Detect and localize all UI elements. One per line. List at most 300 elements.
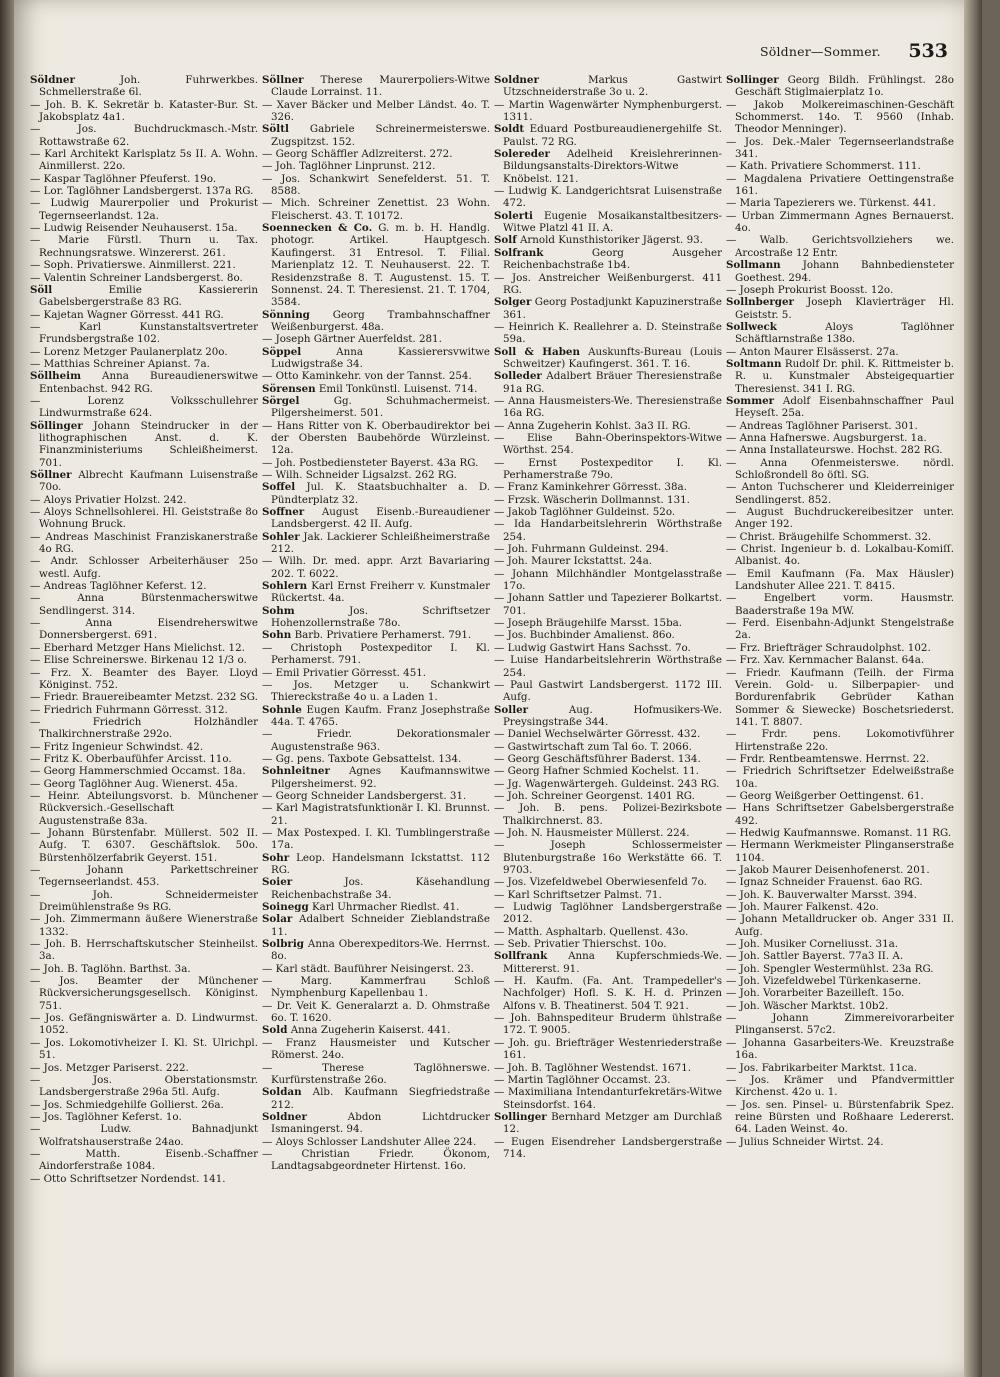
directory-entry (494, 679, 722, 704)
directory-entry (30, 1111, 258, 1123)
entry-text: — Magdalena Privatiere Oettingenstraße 161. (726, 172, 954, 198)
surname-heading: Soffel (262, 481, 296, 494)
directory-entry (494, 555, 722, 567)
directory-entry (726, 839, 954, 864)
directory-entry (494, 741, 722, 753)
directory-entry (30, 346, 258, 358)
directory-entry (30, 272, 258, 284)
surname-heading: Soll & Haben (494, 345, 580, 358)
entry-text: — Joh. Fuhrmann Guldeinst. 294. (494, 543, 669, 556)
surname-heading: Solger (494, 296, 532, 309)
directory-entry (494, 778, 722, 790)
directory-entry (262, 420, 490, 457)
running-title: Söldner—Sommer. (760, 44, 881, 59)
entry-text: — Karl städt. Bauführer Neisingerst. 23. (262, 962, 474, 975)
entry-text: — Johann Zimmereivorarbeiter Plinganserst. 57c2. (726, 1012, 954, 1037)
entry-text: Eduard Postbureaudienergehilfe St. Paulst. 72 RG. (503, 123, 722, 148)
surname-heading: Soier (262, 876, 293, 889)
directory-entry (726, 642, 954, 654)
entry-text: — Anna Installateurswe. Hochst. 282 RG. (726, 444, 943, 457)
column-4 (726, 74, 954, 1374)
entry-text: — Joh. Wäscher Marktst. 10b2. (726, 999, 889, 1012)
entry-text: — Joh. K. Bauverwalter Marsst. 394. (726, 888, 917, 901)
directory-entry (726, 901, 954, 913)
entry-text: — Karl Kunstanstaltsvertreter Frundsbergstraße 102. (30, 320, 258, 346)
directory-entry (262, 1136, 490, 1148)
entry-text: — Walb. Gerichtsvollziehers we. Arcostraße 12 Entr. (726, 234, 954, 259)
entry-text: Georg Trambahnschaffner Weißenburgerst. 48a. (271, 308, 490, 333)
directory-entry (726, 568, 954, 593)
entry-text: Aloys Taglöhner Schäftlarnstraße 138o. (735, 320, 954, 346)
directory-entry (262, 395, 490, 420)
surname-heading: Söldner (30, 74, 75, 86)
entry-text: — Matthias Schreiner Apianst. 7a. (30, 357, 210, 370)
entry-text: — Jos. Anstreicher Weißenburgerst. 411 RG. (494, 271, 722, 296)
directory-entry (494, 99, 722, 124)
entry-text: — Joh. Maurer Falkenst. 42o. (726, 901, 879, 914)
directory-entry (494, 432, 722, 457)
directory-entry (30, 1123, 258, 1148)
surname-heading: Sommer (726, 394, 775, 407)
directory-entry (494, 654, 722, 679)
directory-entry (494, 1074, 722, 1086)
surname-heading: Soldt (494, 123, 525, 136)
entry-text: — Gg. pens. Taxbote Gebsattelst. 134. (262, 752, 462, 765)
directory-entry (30, 1173, 258, 1185)
entry-text: Gabriele Schreinermeisterswe. Zugspitzst. 152. (271, 123, 490, 148)
directory-entry (262, 333, 490, 345)
entry-text: Eugen Kaufm. Franz Josephstraße 44a. T. 4765. (271, 703, 490, 728)
directory-entry (726, 864, 954, 876)
directory-entry (494, 975, 722, 1012)
entry-text: — Joh. Vizefeldwebel Türkenkaserne. (726, 975, 922, 988)
entry-text: — Jos. Schmiedgehilfe Gollierst. 26a. (30, 1098, 224, 1111)
surname-heading: Sohlern (262, 580, 308, 593)
entry-text: — Otto Schriftsetzer Nordendst. 141. (30, 1172, 226, 1185)
surname-heading: Söllner (262, 74, 304, 86)
directory-entry (30, 1062, 258, 1074)
entry-text: — Friedrich Schriftsetzer Edelweißstraße 10a. (726, 765, 954, 790)
entry-text: — Maria Tapezierers we. Türkenst. 441. (726, 197, 936, 210)
entry-text: — Joh. B. Taglöhner Westendst. 1671. (494, 1061, 692, 1074)
entry-text: — Ludwig Taglöhner Landsbergerstraße 2012. (494, 901, 722, 926)
entry-text: — Xaver Bäcker und Melber Ländst. 4o. T. 326. (262, 98, 490, 124)
entry-text: — Jos. Beamter der Münchener Rückversicherungsgesellsch. Königinst. 751. (30, 975, 258, 1012)
entry-text: Anna Kassierersvwitwe Ludwigstraße 34. (271, 345, 490, 370)
surname-heading: Sörensen (262, 382, 316, 395)
entry-text: — Joseph Schlossermeister Blutenburgstraße 16o Werkstätte 66. T. 9703. (494, 839, 722, 876)
entry-text: — Ludwig Maurerpolier und Prokurist Tegernseerlandst. 12a. (30, 197, 258, 222)
entry-text: — Georg Geschäftsführer Baderst. 134. (494, 752, 701, 765)
directory-entry (30, 691, 258, 703)
directory-entry (262, 901, 490, 913)
directory-entry (726, 1012, 954, 1037)
entry-text: Johann Steindrucker in der lithographischen Anst. d. K. Finanzministeriums Schleißheimerst. 701. (39, 419, 258, 469)
entry-text: — August Buchdruckereibesitzer unter. Anger 192. (726, 506, 954, 531)
directory-entry (494, 234, 722, 246)
directory-entry (262, 160, 490, 172)
entry-text: — Frz. Briefträger Schraudolphst. 102. (726, 641, 931, 654)
entry-text: — Jos. Vizefeldwebel Oberwiesenfeld 7o. (494, 876, 707, 889)
entry-text: — Gastwirtschaft zum Tal 6o. T. 2066. (494, 740, 692, 753)
surname-heading: Solf (494, 234, 517, 247)
directory-entry (262, 938, 490, 963)
entry-text: — Jos. Oberstationsmstr. Landsbergerstraße 296a 5tl. Aufg. (30, 1073, 258, 1099)
directory-entry (494, 592, 722, 617)
entry-text: — Frz. Xav. Kernmacher Balanst. 64a. (726, 654, 925, 667)
entry-text: — Hermann Werkmeister Plinganserstraße 1104. (726, 839, 954, 864)
directory-entry (494, 568, 722, 593)
entry-text: — Joh. Musiker Corneliusst. 31a. (726, 938, 899, 951)
entry-text: — Joh. Schneidermeister Dreimühlenstraße 9s RG. (30, 888, 258, 914)
directory-entry (494, 889, 722, 901)
entry-text: — Jos. Lokomotivheizer I. Kl. St. Ulrichpl. 51. (30, 1036, 258, 1062)
directory-entry (726, 444, 954, 456)
directory-entry (262, 827, 490, 852)
entry-text: — Matth. Asphaltarb. Quellenst. 43o. (494, 925, 689, 938)
entry-text: Abdon Lichtdrucker Ismaningerst. 94. (271, 1110, 490, 1136)
entry-text: — Christ. Ingenieur b. d. Lokalbau-Komiſſ. Albanist. 4o. (726, 543, 954, 568)
entry-text: — Jg. Wagenwärtergeh. Guldeinst. 243 RG. (494, 777, 720, 790)
directory-entry (494, 1037, 722, 1062)
entry-text: — Heinr. Abteilungsvorst. b. Münchener Rückversich.-Gesellschaft Augustenstraße 83a. (30, 789, 258, 827)
directory-entry (262, 876, 490, 901)
entry-text: — Joh. Zimmermann äußere Wienerstraße 1332. (30, 913, 258, 938)
directory-entry (726, 432, 954, 444)
directory-entry (262, 346, 490, 371)
directory-entry (262, 790, 490, 802)
directory-entry (262, 605, 490, 630)
directory-entry (262, 1148, 490, 1173)
directory-entry (30, 494, 258, 506)
entry-text: — Aloys Schlosser Landshuter Allee 224. (262, 1135, 477, 1148)
directory-entry (30, 913, 258, 938)
directory-entry (494, 790, 722, 802)
entry-text: — Franz Kaminkehrer Görresst. 38a. (494, 481, 687, 494)
directory-entry (494, 1086, 722, 1111)
directory-entry (726, 667, 954, 729)
entry-text: — Dr. Veit K. Generalarzt a. D. Ohmstraße 6o. T. 1620. (262, 999, 490, 1025)
entry-text: — Maximiliana Intendanturfekretärs-Witwe Steinsdorfst. 164. (494, 1086, 722, 1111)
directory-entry (726, 938, 954, 950)
entry-text: Joh. Fuhrwerkbes. Schmellerstraße 6l. (39, 74, 258, 99)
surname-heading: Sohr (262, 851, 290, 864)
entry-text: — Emil Privatier Görresst. 451. (262, 666, 427, 679)
directory-entry (726, 592, 954, 617)
entry-text: — Lorenz Metzger Paulanerplatz 20o. (30, 345, 228, 358)
entry-text: — Jos. Metzger Pariserst. 222. (30, 1061, 189, 1074)
entry-text: — Julius Schneider Wirtst. 24. (726, 1135, 884, 1148)
directory-entry (494, 395, 722, 420)
entry-text: — Ernst Postexpeditor I. Kl. Perhamerstraße 79o. (494, 456, 722, 481)
entry-text: — Karl Schriftsetzer Palmst. 71. (494, 888, 662, 901)
entry-text: Arnold Kunsthistoriker Jägerst. 93. (519, 234, 703, 247)
directory-entry (494, 296, 722, 321)
directory-entry (494, 802, 722, 827)
entry-text: Joseph Klavierträger Hl. Geiststr. 5. (735, 296, 954, 321)
entry-text: — Georg Schneider Landsbergerst. 31. (262, 789, 467, 802)
directory-entry (726, 913, 954, 938)
surname-heading: Soldner (262, 1110, 307, 1123)
directory-entry (30, 642, 258, 654)
directory-entry (726, 753, 954, 765)
directory-entry (30, 259, 258, 271)
entry-text: — Ignaz Schneider Frauenst. 6ao RG. (726, 876, 923, 889)
directory-entry (30, 580, 258, 592)
entry-text: Jul. K. Staatsbuchhalter a. D. Pündterplatz 32. (271, 481, 490, 506)
entry-text: Aug. Hofmusikers-We. Preysingstraße 344. (503, 703, 722, 728)
entry-text: Jak. Lackierer Schleißheimerstraße 212. (271, 530, 490, 556)
directory-entry (30, 309, 258, 321)
directory-entry (30, 617, 258, 642)
directory-entry (30, 790, 258, 827)
directory-entry (262, 148, 490, 160)
surname-heading: Soffner (262, 506, 305, 519)
surname-heading: Solbrig (262, 938, 304, 951)
directory-entry (30, 555, 258, 580)
surname-heading: Sohnleitner (262, 765, 330, 778)
directory-entry (262, 531, 490, 556)
entry-text: Auskunfts-Bureau (Louis Schweitzer) Kaufingerst. 361. T. 16. (503, 345, 722, 370)
directory-entry (30, 827, 258, 864)
directory-entry (726, 802, 954, 827)
directory-entry (726, 1099, 954, 1136)
entry-text: — Joh. Bahnspediteur Bruderm ühlstraße 172. T. 9005. (494, 1012, 722, 1037)
directory-entry (262, 383, 490, 395)
entry-text: — Elise Bahn-Oberinspektors-Witwe Wörthst. 254. (494, 431, 722, 457)
directory-entry (494, 642, 722, 654)
entry-text: Anna Zugeherin Kaiserst. 441. (290, 1024, 451, 1037)
entry-text: — Eugen Eisendreher Landsbergerstraße 714. (494, 1135, 722, 1160)
directory-entry (726, 1062, 954, 1074)
surname-heading: Sörgel (262, 394, 300, 407)
directory-entry (30, 358, 258, 370)
directory-entry (262, 704, 490, 729)
directory-entry (726, 160, 954, 172)
surname-heading: Sohm (262, 604, 295, 617)
directory-entry (494, 765, 722, 777)
surname-heading: Soennecken & Co. (262, 222, 373, 235)
entry-text: — Soph. Privatierswe. Ainmillerst. 221. (30, 259, 236, 272)
directory-entry (726, 654, 954, 666)
directory-entry (30, 753, 258, 765)
directory-entry (30, 778, 258, 790)
directory-entry (30, 889, 258, 914)
entry-text: — Joh. B. pens. Polizei-Bezirksbote Thalkirchnerst. 83. (494, 802, 722, 827)
directory-entry (30, 234, 258, 259)
entry-text: — Andr. Schlosser Arbeiterhäuser 25o westl. Aufg. (30, 555, 258, 580)
directory-entry (726, 481, 954, 506)
entry-text: — Jos. Schankwirt Senefelderst. 51. T. 8588. (262, 172, 490, 198)
entry-text: Georg Bildh. Frühlingst. 28o Geschäft Stiglmaierplatz 1o. (735, 74, 954, 99)
directory-entry (726, 975, 954, 987)
entry-text: — Johann Metalldrucker ob. Anger 331 II. Aufg. (726, 913, 954, 938)
directory-entry (494, 481, 722, 493)
directory-entry (726, 99, 954, 136)
book-binding-edge (0, 0, 14, 1377)
surname-heading: Soldan (262, 1086, 302, 1099)
page-edge-shadow (964, 0, 982, 1377)
directory-entry (494, 185, 722, 210)
directory-entry (262, 852, 490, 877)
entry-text: — Joseph Bräugehilfe Marsst. 15ba. (494, 617, 683, 630)
directory-entry (494, 247, 722, 272)
entry-text: — Christoph Postexpeditor I. Kl. Perhamerst. 791. (262, 641, 490, 667)
entry-text: — Engelbert vorm. Hausmstr. Baaderstraße 19a MW. (726, 592, 954, 617)
directory-entry (494, 494, 722, 506)
directory-entry (262, 802, 490, 827)
directory-entry (726, 296, 954, 321)
directory-entry (30, 1148, 258, 1173)
surname-heading: Sollnberger (726, 296, 794, 309)
directory-entry (30, 975, 258, 1012)
entry-text: Barb. Privatiere Perhamerst. 791. (294, 629, 472, 642)
directory-entry (726, 728, 954, 753)
surname-heading: Solerti (494, 209, 533, 222)
directory-entry (494, 839, 722, 876)
entry-text: — Johann Bürstenfabr. Müllerst. 502 II. Aufg. T. 6307. Geschäftslok. 50o. Bürstenhölzerfabrik Geyerst. 151. (30, 826, 258, 864)
entry-text: Georg Ausgeher Reichenbachstraße 1b4. (503, 246, 722, 272)
entry-text: Jos. Schriftsetzer Hohenzollernstraße 78o. (271, 604, 490, 630)
directory-entry (30, 395, 258, 420)
directory-entry (726, 395, 954, 420)
entry-text: — Marie Fürstl. Thurn u. Tax. Rechnungsratswe. Winzererst. 261. (30, 234, 258, 259)
directory-entry (494, 518, 722, 543)
entry-text: — Paul Gastwirt Landsbergerst. 1172 III. Aufg. (494, 678, 722, 704)
directory-entry (30, 506, 258, 531)
entry-text: — Emil Kaufmann (Fa. Max Häusler) Landshuter Allee 221. T. 8415. (726, 567, 954, 593)
entry-text: — Christian Friedr. Ökonom, Landtagsabgeordneter Hirtenst. 16o. (262, 1147, 490, 1173)
directory-entry (262, 1000, 490, 1025)
entry-text: — Joh. Maurer Ickstattst. 24a. (494, 555, 652, 568)
entry-text: — Johann Parkettschreiner Tegernseerlandst. 453. (30, 864, 258, 889)
entry-text: — Seb. Privatier Thierschst. 10o. (494, 938, 667, 951)
directory-entry (494, 346, 722, 371)
directory-entry (494, 617, 722, 629)
entry-text: — Friedr. Dekorationsmaler Augustenstraße 963. (262, 728, 490, 753)
directory-entry (494, 321, 722, 346)
directory-entry (262, 506, 490, 531)
entry-text: — Joseph Gärtner Auerfeldst. 281. (262, 333, 442, 346)
entry-text: Agnes Kaufmannswitwe Pilgersheimerst. 92. (271, 765, 490, 790)
entry-text: — Anna Hausmeisters-We. Theresienstraße 16a RG. (494, 394, 722, 420)
directory-entry (30, 531, 258, 556)
directory-entry (30, 741, 258, 753)
directory-entry (494, 938, 722, 950)
directory-entry (262, 629, 490, 641)
entry-text: — H. Kaufm. (Fa. Ant. Trampedeller's Nachfolger) Hofl. S. K. H. d. Prinzen Alfons v. B. Theatinerst. 504 T. 921. (494, 975, 722, 1012)
entry-text: — Jos. Krämer und Pfandvermittler Kirchenst. 42o u. 1. (726, 1073, 954, 1099)
entry-text: — Kath. Privatiere Schommerst. 111. (726, 160, 921, 173)
directory-entry (262, 197, 490, 222)
directory-entry (726, 136, 954, 161)
entry-text: — Jos. Buchdruckmasch.-Mstr. Rottawstraße 62. (30, 123, 258, 148)
entry-text: — Joh. Spengler Westermühlst. 23a RG. (726, 962, 934, 975)
surname-heading: Sönning (262, 308, 310, 321)
entry-text: — Jakob Taglöhner Guldeinst. 52o. (494, 506, 676, 519)
surname-heading: Söltl (262, 123, 289, 136)
directory-entry (30, 321, 258, 346)
directory-entry (262, 1024, 490, 1036)
entry-text: — Kaspar Taglöhner Pfeuferst. 19o. (30, 172, 217, 185)
directory-entry (494, 876, 722, 888)
entry-text: — Urban Zimmermann Agnes Bernauerst. 4o. (726, 209, 954, 235)
directory-entry (494, 629, 722, 641)
directory-entry (30, 654, 258, 666)
directory-entry (30, 716, 258, 741)
entry-text: — Joh. Taglöhner Linprunst. 212. (262, 160, 436, 173)
directory-entry (726, 889, 954, 901)
entry-text: Adalbert Schneider Zieblandstraße 11. (271, 913, 490, 938)
directory-entry (726, 876, 954, 888)
entry-text: — Jos. Dek.-Maler Tegernseerlandstraße 341. (726, 135, 954, 161)
directory-entry (726, 1074, 954, 1099)
entry-text: — Daniel Wechselwärter Görresst. 432. (494, 728, 701, 741)
entry-text: Adolf Eisenbahnschaffner Paul Heyseſt. 25a. (735, 394, 954, 420)
directory-entry (30, 197, 258, 222)
directory-entry (262, 913, 490, 938)
entry-text: Georg Postadjunkt Kapuzinerstraße 361. (503, 296, 722, 321)
entry-text: Eugenie Mosaikanstaltbesitzers-Witwe Platzl 41 II. A. (503, 209, 722, 235)
directory-entry (726, 173, 954, 198)
entry-text: — Christ. Bräugehilfe Schommerst. 32. (726, 530, 932, 543)
entry-text: — Joh. Vorarbeiter Bazeilleſt. 15o. (726, 987, 905, 1000)
directory-entry (30, 222, 258, 234)
surname-heading: Söllinger (30, 419, 83, 432)
entry-text: — Joh. B. Herrschaftskutscher Steinheilst. 3a. (30, 938, 258, 963)
directory-entry (262, 173, 490, 198)
directory-entry (262, 753, 490, 765)
directory-entry (494, 506, 722, 518)
surname-heading: Söllner (30, 469, 72, 481)
entry-text: G. m. b. H. Handlg. photogr. Artikel. Hauptgesch. Kaufingerst. 31 Entresol. T. Filial. Marienplatz 12. T. Neuhauserst. 22. T. Residenzstraße 8. T. Augustenst. 15. T. Sonnenst. 24. T. Theresienst. 21. T. 1704, 3584. (271, 222, 490, 309)
entry-text: — Jakob Maurer Deisenhofenerst. 201. (726, 864, 930, 876)
entry-text: — Ludwig K. Landgerichtsrat Luisenstraße 472. (494, 185, 722, 210)
entry-text: — Jakob Molkereimaschinen-Geschäft Schommerst. 14o. T. 9560 (Inhab. Theodor Menninger). (726, 98, 954, 136)
entry-text: Karl Uhrmacher Riedlst. 41. (311, 901, 460, 914)
entry-text: — Fritz Ingenieur Schwindst. 42. (30, 740, 204, 753)
directory-entry (494, 272, 722, 297)
surname-heading: Sold (262, 1024, 288, 1037)
directory-entry (262, 667, 490, 679)
directory-entry (30, 99, 258, 124)
entry-text: — Anton Tuchscherer und Kleiderreiniger Sendlingerst. 852. (726, 481, 954, 506)
surname-heading: Söllheim (30, 370, 81, 383)
directory-entry (30, 370, 258, 395)
entry-text: — Fritz K. Oberbaufühfer Arcisst. 11o. (30, 752, 232, 765)
directory-entry (494, 420, 722, 432)
surname-heading: Sollweck (726, 320, 777, 333)
entry-text: — Heinrich K. Reallehrer a. D. Steinstraße 59a. (494, 320, 722, 346)
entry-text: — Friedr. Brauereibeamter Metzst. 232 SG. (30, 691, 258, 704)
entry-text: Leop. Handelsmann Ickstattst. 112 RG. (271, 851, 490, 876)
directory-entry (30, 963, 258, 975)
column-3 (494, 74, 722, 1374)
entry-text: — Jos. Metzger u. Schankwirt Thiereckstraße 4o u. a Laden 1. (262, 678, 490, 704)
surname-heading: Sohn (262, 629, 292, 642)
directory-entry (726, 543, 954, 568)
directory-entry (262, 74, 490, 99)
entry-text: — Martin Taglöhner Occamst. 23. (494, 1073, 671, 1086)
surname-heading: Söll (30, 283, 53, 296)
directory-entry (262, 1037, 490, 1062)
directory-entry (262, 975, 490, 1000)
entry-text: — Johann Milchhändler Montgelasstraße 17o. (494, 567, 722, 593)
entry-text: — Friedr. Kaufmann (Teilh. der Firma Verein. Gold- u. Silberpapier- und Bordurenfabrik Gebrüder Kathan Sommer & Siewecke) Boschetsriederst. 141. T. 8807. (726, 666, 954, 728)
entry-text: — Matth. Eisenb.-Schaffner Aindorferstraße 1084. (30, 1147, 258, 1173)
directory-entry (30, 765, 258, 777)
surname-heading: Sollinger (494, 1110, 547, 1123)
